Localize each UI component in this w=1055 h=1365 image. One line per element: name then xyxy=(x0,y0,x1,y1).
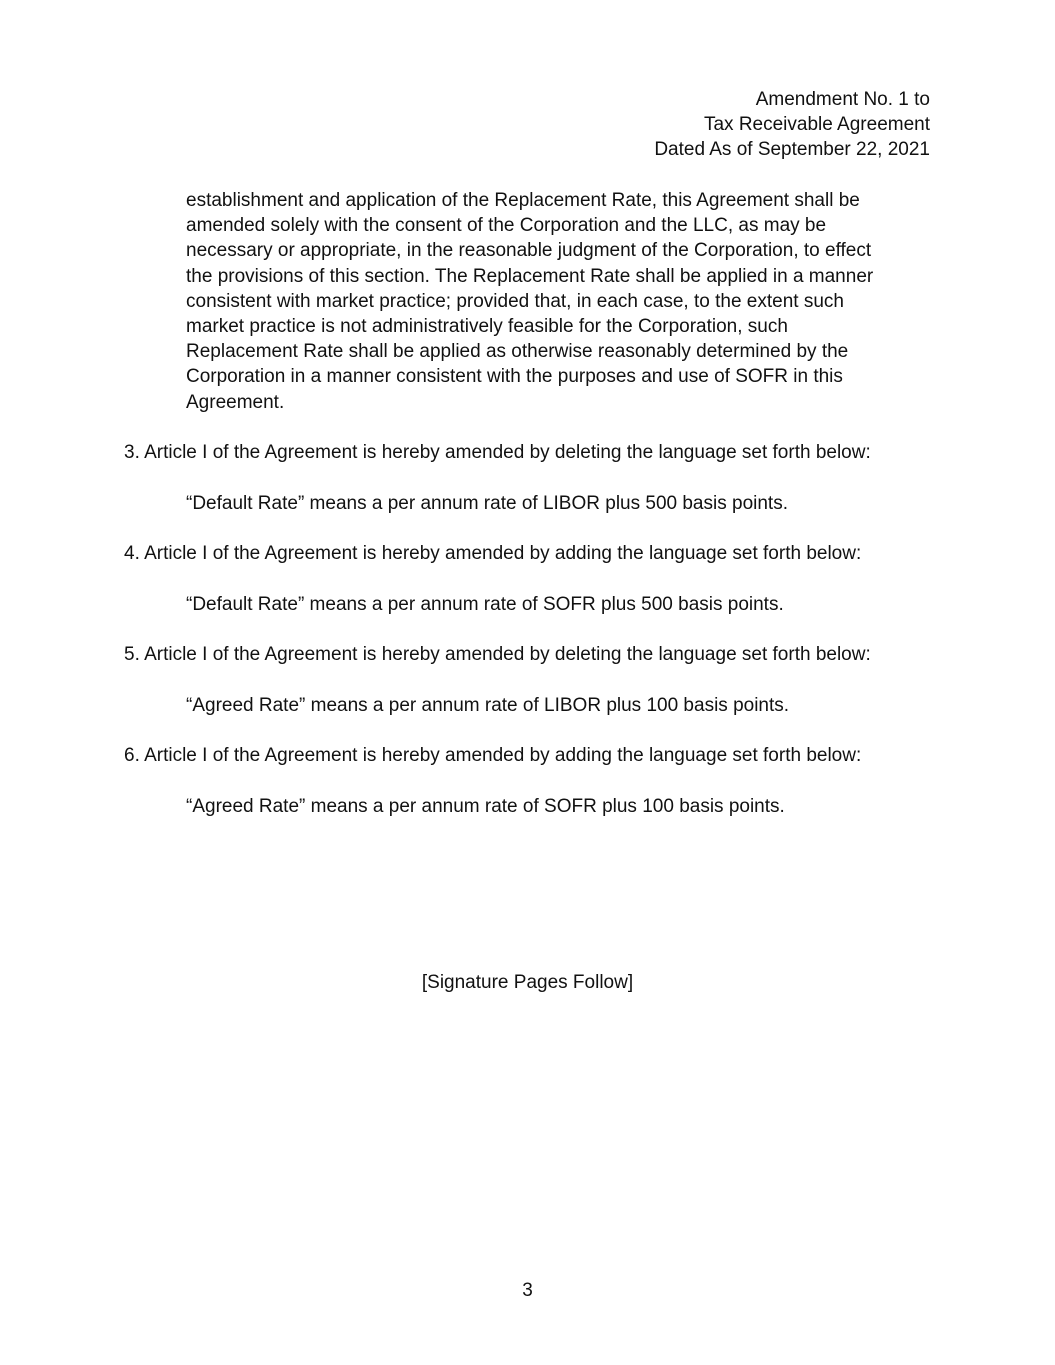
continuation-paragraph xyxy=(186,188,921,415)
amendment-item-5: 5. Article I of the Agreement is hereby amended by deleting the language set forth below: xyxy=(124,644,871,665)
paragraph-line: establishment and application of the Replacement Rate, this Agreement shall be xyxy=(186,190,860,211)
quoted-definition-4: “Default Rate” means a per annum rate of SOFR plus 500 basis points. xyxy=(186,594,784,615)
amendment-item-3: 3. Article I of the Agreement is hereby amended by deleting the language set forth below: xyxy=(124,442,871,463)
paragraph-line: necessary or appropriate, in the reasonable judgment of the Corporation, to effect xyxy=(186,240,872,262)
document-header xyxy=(654,87,930,163)
paragraph-line: market practice is not administratively feasible for the Corporation, such xyxy=(186,316,788,338)
amendment-item-6: 6. Article I of the Agreement is hereby amended by adding the language set forth below: xyxy=(124,745,862,766)
quoted-definition-5: “Agreed Rate” means a per annum rate of LIBOR plus 100 basis points. xyxy=(186,695,790,716)
paragraph-line: Corporation in a manner consistent with the purposes and use of SOFR in this xyxy=(186,366,843,388)
paragraph-line: the provisions of this section. The Replacement Rate shall be applied in a manner xyxy=(186,265,874,287)
header-line-agreement: Tax Receivable Agreement xyxy=(703,114,930,136)
page-number: 3 xyxy=(522,1280,533,1301)
paragraph-line: amended solely with the consent of the Corporation and the LLC, as may be xyxy=(186,215,827,237)
quoted-definition-3: “Default Rate” means a per annum rate of LIBOR plus 500 basis points. xyxy=(186,493,788,514)
header-line-date: Dated As of September 22, 2021 xyxy=(654,139,930,161)
amendment-item-4: 4. Article I of the Agreement is hereby amended by adding the language set forth below: xyxy=(124,543,862,564)
signature-pages-note: [Signature Pages Follow] xyxy=(421,972,634,993)
paragraph-line: Replacement Rate shall be applied as otherwise reasonably determined by the xyxy=(186,341,849,363)
quoted-definition-6: “Agreed Rate” means a per annum rate of SOFR plus 100 basis points. xyxy=(186,796,785,817)
header-line-amendment: Amendment No. 1 to xyxy=(755,89,930,110)
paragraph-line: consistent with market practice; provided that, in each case, to the extent such xyxy=(186,290,844,312)
paragraph-line: Agreement. xyxy=(186,391,285,413)
